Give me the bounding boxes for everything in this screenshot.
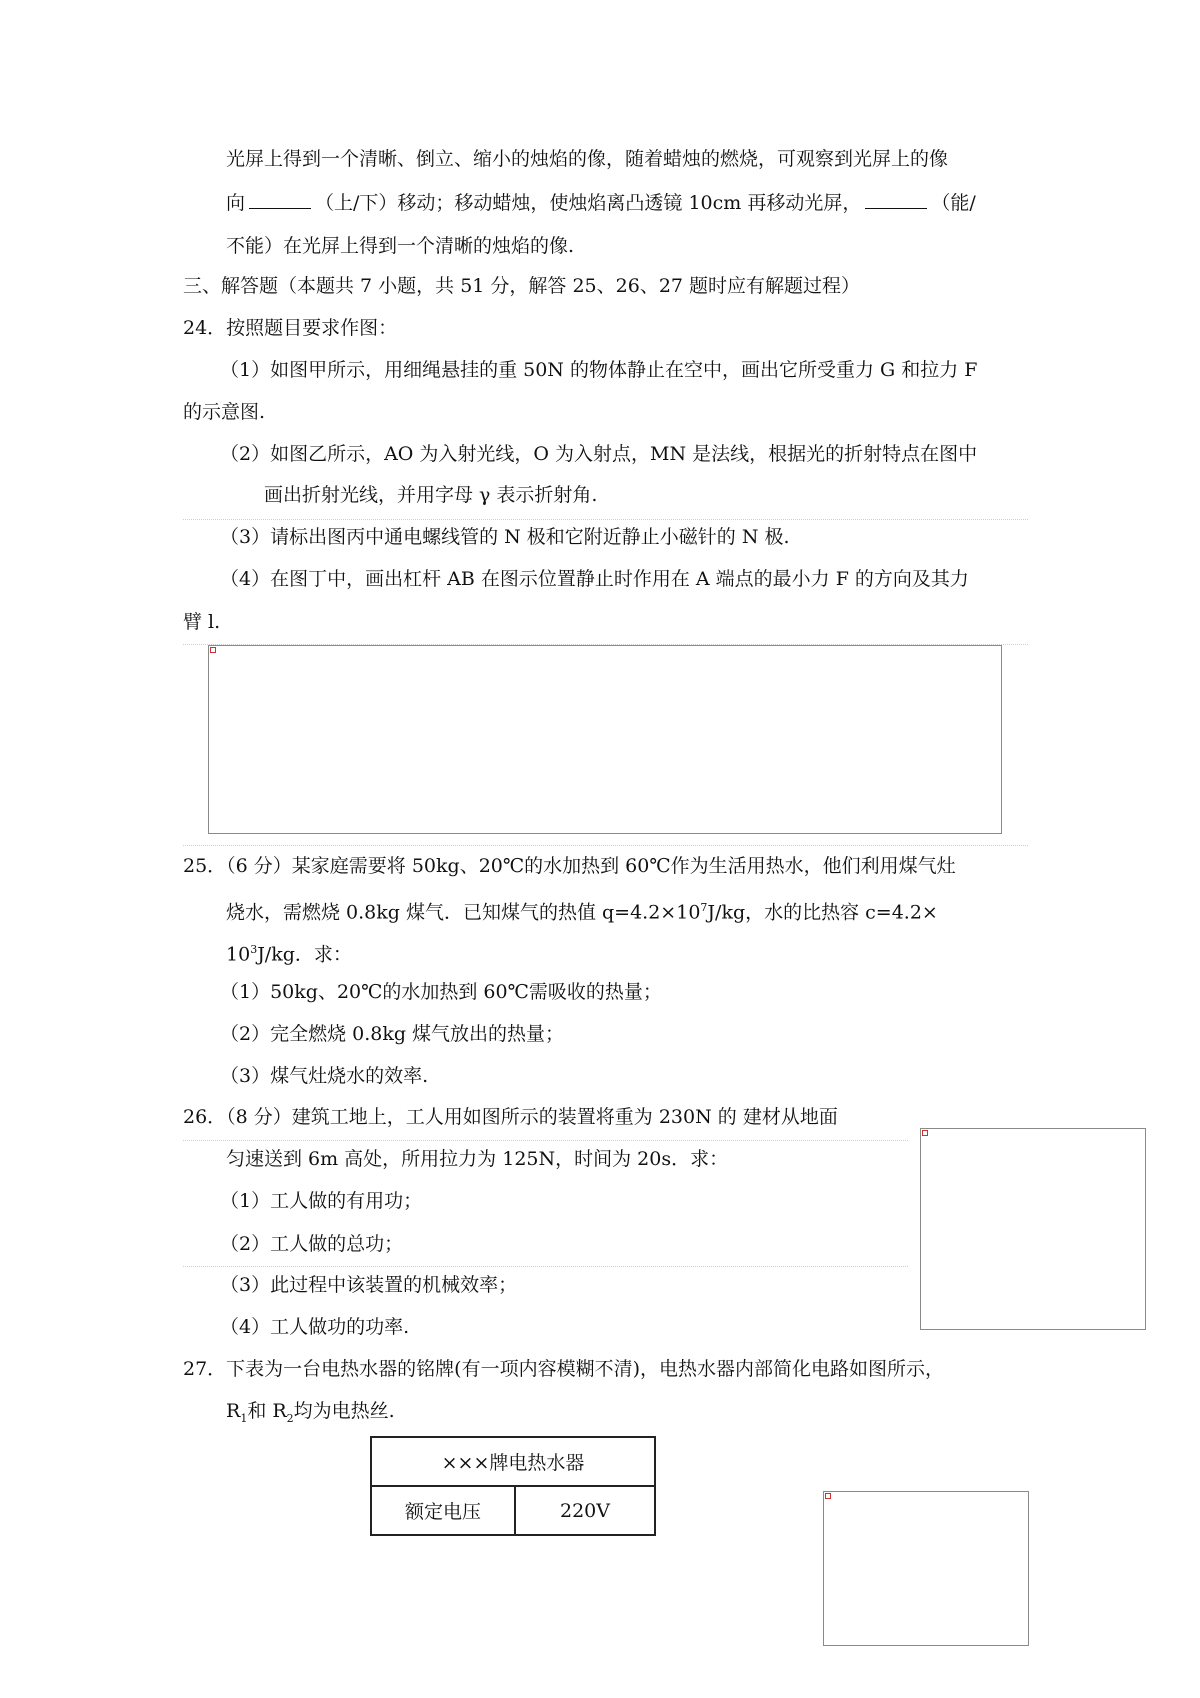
divider [183,845,1028,846]
q25-line-2a: 烧水，需燃烧 0.8kg 煤气．已知煤气的热值 q=4.2×10 [226,901,701,924]
answer-blank-up-down[interactable] [249,190,311,209]
divider [183,519,1028,520]
section-3-heading: 三、解答题（本题共 7 小题，共 51 分，解答 25、26、27 题时应有解题过程） [183,275,861,297]
q26-pulley-figure-frame [920,1128,1146,1330]
q24-part-2b: 画出折射光线，并用字母 γ 表示折射角. [264,484,598,506]
q24-part-4b: 臂 l. [183,611,221,633]
broken-image-icon [210,647,216,653]
q25-sub-2: （2）完全燃烧 0.8kg 煤气放出的热量； [220,1023,565,1045]
q25-exponent-3: 3 [250,943,258,956]
nameplate-title: ×××牌电热水器 [371,1437,655,1486]
nameplate-table [370,1436,656,1536]
broken-image-icon [825,1493,831,1499]
broken-image-icon [922,1130,928,1136]
q25-line-2b: J/kg，水的比热容 c=4.2× [707,901,938,924]
q23-line-2c: （能/ [931,192,976,214]
q27-circuit-figure-frame [823,1491,1029,1646]
q26-sub-3: （3）此过程中该装置的机械效率； [220,1274,518,1296]
q23-line-1: 光屏上得到一个清晰、倒立、缩小的烛焰的像，随着蜡烛的燃烧，可观察到光屏上的像 [226,148,949,170]
q25-line-2 [226,895,938,925]
q26-sub-4: （4）工人做功的功率. [220,1316,410,1338]
q25-sub-1: （1）50kg、20℃的水加热到 60℃需吸收的热量； [220,981,662,1003]
q23-line-2 [226,190,976,216]
answer-blank-can-cannot[interactable] [865,190,927,209]
q27-line-2 [226,1398,395,1432]
q25-line-3a: 10 [226,943,251,966]
q27-line-2-tail: 均为电热丝. [293,1400,395,1422]
q24-part-3: （3）请标出图丙中通电螺线管的 N 极和它附近静止小磁针的 N 极. [220,526,790,548]
q23-line-3: 不能）在光屏上得到一个清晰的烛焰的像. [226,235,575,257]
divider [183,1140,908,1141]
q24-part-1a: （1）如图甲所示，用细绳悬挂的重 50N 的物体静止在空中，画出它所受重力 G 和拉力 F [220,359,978,381]
q27-r2-label: 和 R [247,1400,287,1422]
rated-voltage-label: 额定电压 [371,1486,515,1535]
q24-part-4a: （4）在图丁中，画出杠杆 AB 在图示位置静止时作用在 A 端点的最小力 F 的方向及其力 [220,568,969,590]
q25-sub-3: （3）煤气灶烧水的效率. [220,1065,429,1087]
q25-exponent-7: 7 [700,901,708,914]
q25-line-3b: J/kg．求： [257,943,352,966]
q24-figure-frame [208,645,1002,834]
q24-part-1b: 的示意图. [183,401,266,423]
q26-line-2: 匀速送到 6m 高处，所用拉力为 125N，时间为 20s．求： [226,1148,729,1170]
q26-sub-2: （2）工人做的总功； [220,1233,404,1255]
q26-line-1: 26．（8 分）建筑工地上，工人用如图所示的装置将重为 230N 的 建材从地面 [183,1106,838,1128]
q27-r1-subscript: 1 [240,1411,248,1425]
q26-sub-1: （1）工人做的有用功； [220,1190,423,1212]
table-row [371,1486,655,1535]
q24-part-2a: （2）如图乙所示，AO 为入射光线，O 为入射点，MN 是法线，根据光的折射特点在图中 [220,443,978,465]
divider [183,1266,908,1267]
q23-line-2b: （上/下）移动；移动蜡烛，使烛焰离凸透镜 10cm 再移动光屏， [315,192,862,214]
q27-line-1: 27．下表为一台电热水器的铭牌(有一项内容模糊不清)，电热水器内部简化电路如图所示， [183,1358,945,1380]
rated-voltage-value: 220V [515,1486,655,1535]
q25-line-1: 25．（6 分）某家庭需要将 50kg、20℃的水加热到 60℃作为生活用热水，他们利用煤气灶 [183,855,956,877]
q27-r2-subscript: 2 [286,1411,294,1425]
q25-line-3 [226,937,352,967]
table-row [371,1437,655,1486]
q24-title: 24．按照题目要求作图： [183,317,398,339]
q27-r1-label: R [226,1400,241,1422]
q23-line-2a: 向 [226,192,246,214]
